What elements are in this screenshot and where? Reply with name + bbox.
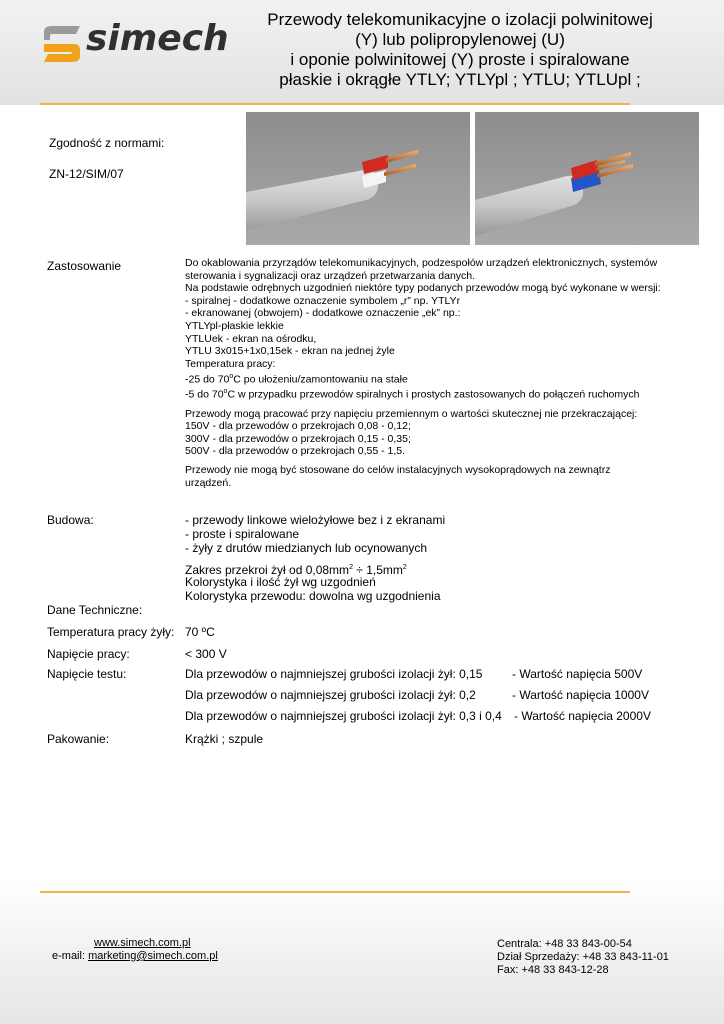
napiecie-label: Napięcie pracy:	[47, 647, 130, 661]
text-line: YTLUek - ekran na ośrodku,	[185, 332, 317, 345]
budowa-label: Budowa:	[47, 513, 94, 527]
cable-photo-flat	[246, 112, 470, 245]
email-link[interactable]: marketing@simech.com.pl	[88, 950, 218, 962]
phone-centrala: Centrala: +48 33 843-00-54	[497, 938, 632, 950]
logo-wordmark: simech	[86, 18, 229, 59]
temperatura-value: 70 ºC	[185, 625, 215, 639]
website-link[interactable]: www.simech.com.pl	[94, 937, 191, 949]
title-line: i oponie polwinitowej (Y) proste i spiralowane	[290, 50, 630, 69]
text-line: - ekranowanej (obwojem) - dodatkowe oznaczenie „ek” np.:	[185, 307, 461, 320]
test-row-desc: Dla przewodów o najmniejszej grubości izolacji żył: 0,2	[185, 688, 476, 702]
temperatura-label: Temperatura pracy żyły:	[47, 625, 175, 639]
pakowanie-value: Krążki ; szpule	[185, 732, 264, 746]
text-line: Do okablowania przyrządów telekomunikacyjnych, podzespołów urządzeń elektronicznych, systemów	[185, 257, 658, 269]
text-line: Na podstawie odrębnych uzgodnień niektóre typy podanych przewodów mogą być wykonane w wersji:	[185, 282, 661, 295]
norms-value: ZN-12/SIM/07	[49, 167, 124, 181]
text-line: 150V - dla przewodów o przekrojach 0,08 - 0,12;	[185, 420, 411, 433]
text-line: - spiralnej - dodatkowe oznaczenie symbolem „r” np. YTLYr	[185, 294, 461, 307]
test-row-value: - Wartość napięcia 500V	[512, 667, 643, 681]
text-line: Temperatura pracy:	[185, 357, 276, 370]
title-line: Przewody telekomunikacyjne o izolacji polwinitowej	[267, 10, 653, 29]
test-row-desc: Dla przewodów o najmniejszej grubości izolacji żył: 0,3 i 0,4	[185, 709, 502, 723]
test-row-value: - Wartość napięcia 1000V	[512, 688, 649, 702]
text-line: YTLU 3x015+1x0,15ek - ekran na jednej żyle	[185, 345, 395, 358]
cable-photo-round	[475, 112, 699, 245]
page-title	[230, 10, 690, 90]
text-line: urządzeń.	[185, 476, 232, 489]
header-divider	[40, 103, 630, 105]
zakres-przekroi: Zakres przekroi żył od $0,08mm^2 \div 1,5mm^2$	[185, 563, 407, 577]
email-line	[52, 950, 218, 963]
text-line: 500V - dla przewodów o przekrojach 0,55 - 1,5.	[185, 445, 406, 458]
text-line: Przewody nie mogą być stosowane do celów instalacyjnych wysokoprądowych na zewnątrz	[185, 463, 611, 476]
phone-dzial-sprzedazy: Dział Sprzedaży: +48 33 843-11-01	[497, 951, 669, 963]
fax-number: Fax: +48 33 843-12-28	[497, 964, 609, 976]
temp-line-2: -5 do 70$^o$C w przypadku przewodów spiralnych i prostych zastosowanych do połączeń ruchomych	[185, 388, 640, 401]
title-line: płaskie i okrągłe YTLY; YTLYpl ; YTLU; YTLUpl ;	[279, 70, 641, 89]
zastosowanie-label: Zastosowanie	[47, 259, 122, 273]
budowa-line: - proste i spiralowane	[185, 527, 300, 541]
temp-line-1: -25 do 70$^o$C po ułożeniu/zamontowaniu na stałe	[185, 373, 408, 386]
test-row-value: - Wartość napięcia 2000V	[514, 709, 651, 723]
norms-label: Zgodność z normami:	[49, 136, 165, 150]
kolorystyka-zyl: Kolorystyka i ilość żył wg uzgodnień	[185, 575, 376, 589]
test-row-desc: Dla przewodów o najmniejszej grubości izolacji żył: 0,15	[185, 667, 483, 681]
napiecie-value: < 300 V	[185, 647, 227, 661]
email-label: e-mail:	[52, 950, 89, 962]
budowa-line: - przewody linkowe wielożyłowe bez i z ekranami	[185, 513, 446, 527]
pakowanie-label: Pakowanie:	[47, 732, 110, 746]
zastosowanie-text	[185, 257, 705, 489]
title-line: (Y) lub polipropylenowej (U)	[355, 30, 565, 49]
budowa-line: - żyły z drutów miedzianych lub ocynowanych	[185, 541, 428, 555]
text-line: 300V - dla przewodów o przekrojach 0,15 - 0,35;	[185, 432, 411, 445]
text-line: Przewody mogą pracować przy napięciu przemiennym o wartości skutecznej nie przekraczającej:	[185, 407, 638, 420]
text-line: sterowania i sygnalizacji oraz urządzeń przetwarzania danych.	[185, 269, 476, 282]
napiecie-testu-label: Napięcie testu:	[47, 667, 127, 681]
dane-label: Dane Techniczne:	[47, 603, 143, 617]
kolorystyka-przewodu: Kolorystyka przewodu: dowolna wg uzgodnienia	[185, 589, 441, 603]
footer-divider	[40, 891, 630, 893]
text-line: YTLYpl-płaskie lekkie	[185, 319, 284, 332]
